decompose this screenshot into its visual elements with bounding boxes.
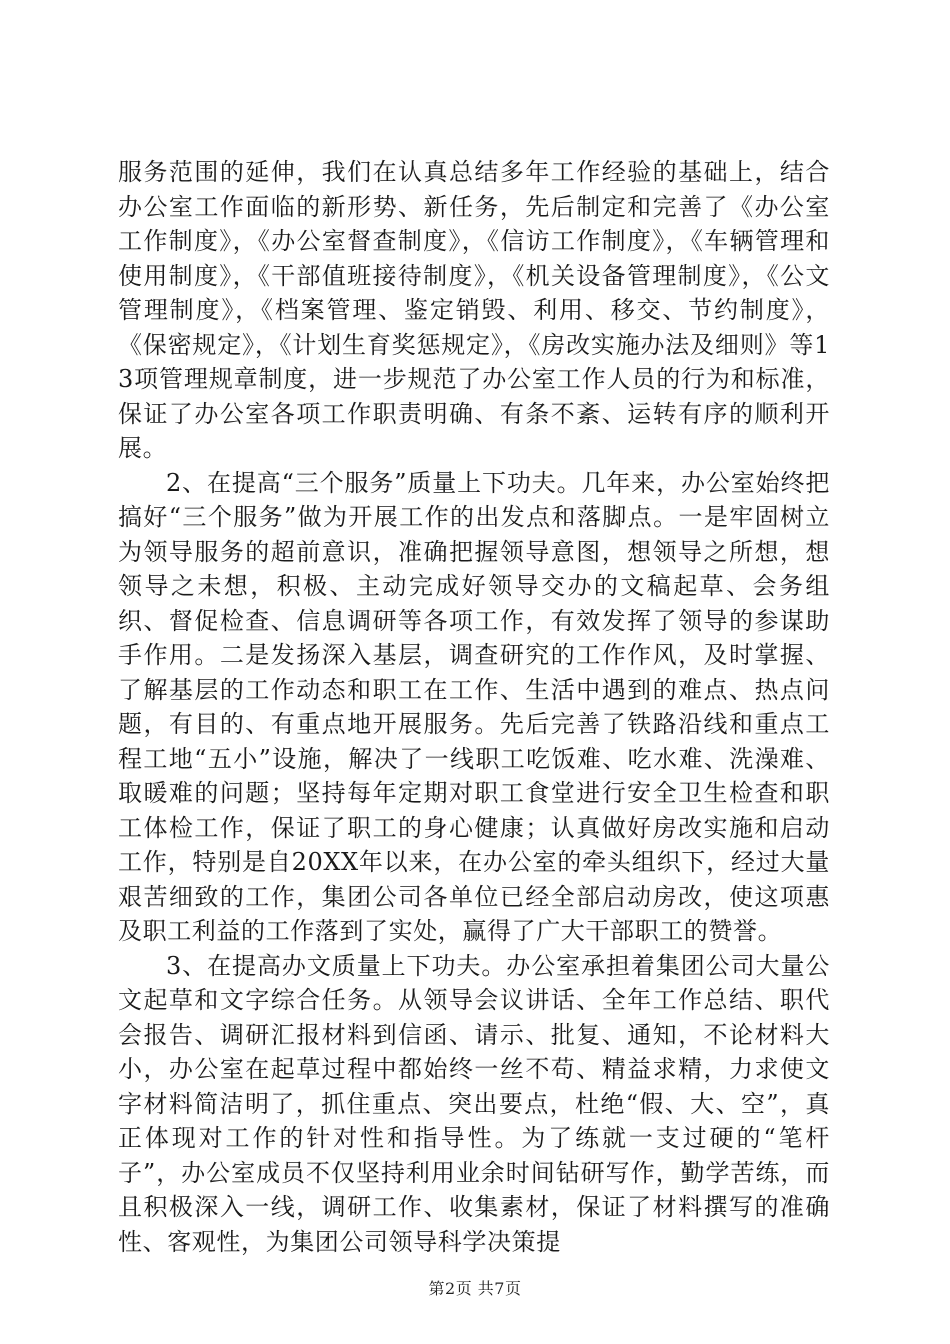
document-body xyxy=(118,155,830,1259)
paragraph-2: 2、在提高“三个服务”质量上下功夫。几年来，办公室始终把搞好“三个服务”做为开展工作的出发点和落脚点。一是牢固树立为领导服务的超前意识，准确把握领导意图，想领导之所想，想领导之未想，积极、主动完成好领导交办的文稿起草、会务组织、督促检查、信息调研等各项工作，有效发挥了领导的参谋助手作用。二是发扬深入基层，调查研究的工作作风，及时掌握、了解基层的工作动态和职工在工作、生活中遇到的难点、热点问题，有目的、有重点地开展服务。先后完善了铁路沿线和重点工程工地“五小”设施，解决了一线职工吃饭难、吃水难、洗澡难、取暖难的问题；坚持每年定期对职工食堂进行安全卫生检查和职工体检工作，保证了职工的身心健康；认真做好房改实施和启动工作，特别是自20XX年以来，在办公室的牵头组织下，经过大量艰苦细致的工作，集团公司各单位已经全部启动房改，使这项惠及职工利益的工作落到了实处，赢得了广大干部职工的赞誉。 xyxy=(118,468,830,945)
paragraph-1: 服务范围的延伸，我们在认真总结多年工作经验的基础上，结合办公室工作面临的新形势、新任务，先后制定和完善了《办公室工作制度》，《办公室督查制度》，《信访工作制度》，《车辆管理和使用制度》，《干部值班接待制度》，《机关设备管理制度》，《公文管理制度》，《档案管理、鉴定销毁、利用、移交、节约制度》，《保密规定》，《计划生育奖惩规定》，《房改实施办法及细则》等13项管理规章制度，进一步规范了办公室工作人员的行为和标准，保证了办公室各项工作职责明确、有条不紊、运转有序的顺利开展。 xyxy=(118,158,830,462)
page-footer: 第2页 共7页 xyxy=(428,1279,522,1298)
paragraph-3: 3、在提高办文质量上下功夫。办公室承担着集团公司大量公文起草和文字综合任务。从领导会议讲话、全年工作总结、职代会报告、调研汇报材料到信函、请示、批复、通知，不论材料大小，办公室在起草过程中都始终一丝不苟、精益求精，力求使文字材料简洁明了，抓住重点、突出要点，杜绝“假、大、空”，真正体现对工作的针对性和指导性。为了练就一支过硬的“笔杆子”，办公室成员不仅坚持利用业余时间钻研写作，勤学苦练，而且积极深入一线，调研工作、收集素材，保证了材料撰写的准确性、客观性，为集团公司领导科学决策提 xyxy=(118,951,830,1256)
